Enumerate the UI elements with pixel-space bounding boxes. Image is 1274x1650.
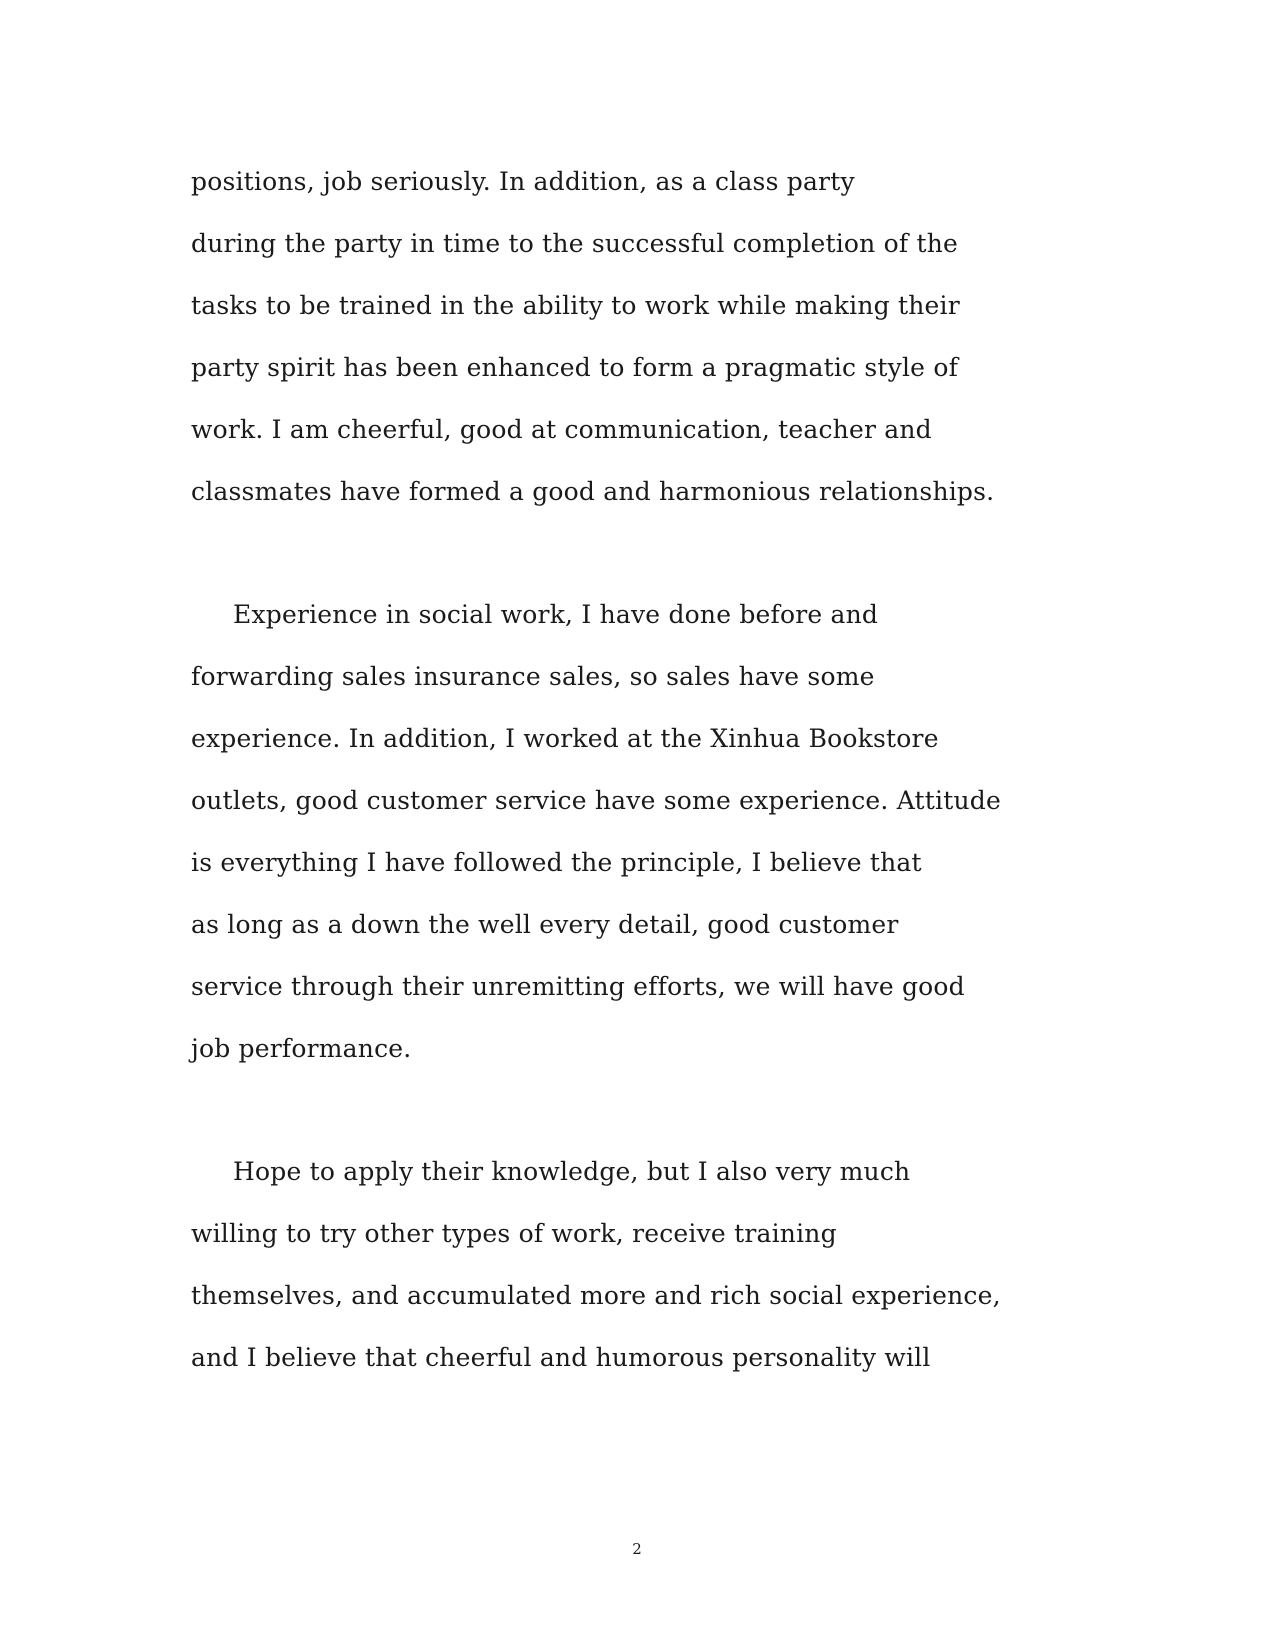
text-line: themselves, and accumulated more and rich social experience, <box>191 1281 1001 1310</box>
text-line: party spirit has been enhanced to form a pragmatic style of <box>191 353 959 382</box>
text-line: forwarding sales insurance sales, so sales have some <box>191 662 875 691</box>
text-line: as long as a down the well every detail, good customer <box>191 910 899 939</box>
page-number: 2 <box>632 1540 642 1558</box>
text-line: experience. In addition, I worked at the Xinhua Bookstore <box>191 724 939 753</box>
text-line: tasks to be trained in the ability to work while making their <box>191 291 960 320</box>
text-line: Experience in social work, I have done before and <box>233 600 879 629</box>
text-line: outlets, good customer service have some experience. Attitude <box>191 786 1001 815</box>
text-line: service through their unremitting efforts, we will have good <box>191 972 965 1001</box>
text-line: Hope to apply their knowledge, but I also very much <box>233 1157 911 1186</box>
text-line: work. I am cheerful, good at communication, teacher and <box>191 415 932 444</box>
text-line: and I believe that cheerful and humorous personality will <box>191 1343 931 1372</box>
text-line: classmates have formed a good and harmonious relationships. <box>191 477 995 506</box>
text-line: job performance. <box>191 1034 412 1063</box>
text-line: is everything I have followed the principle, I believe that <box>191 848 922 877</box>
text-line: willing to try other types of work, receive training <box>191 1219 837 1248</box>
text-line: positions, job seriously. In addition, as a class party <box>191 167 855 196</box>
text-line: during the party in time to the successful completion of the <box>191 229 959 258</box>
